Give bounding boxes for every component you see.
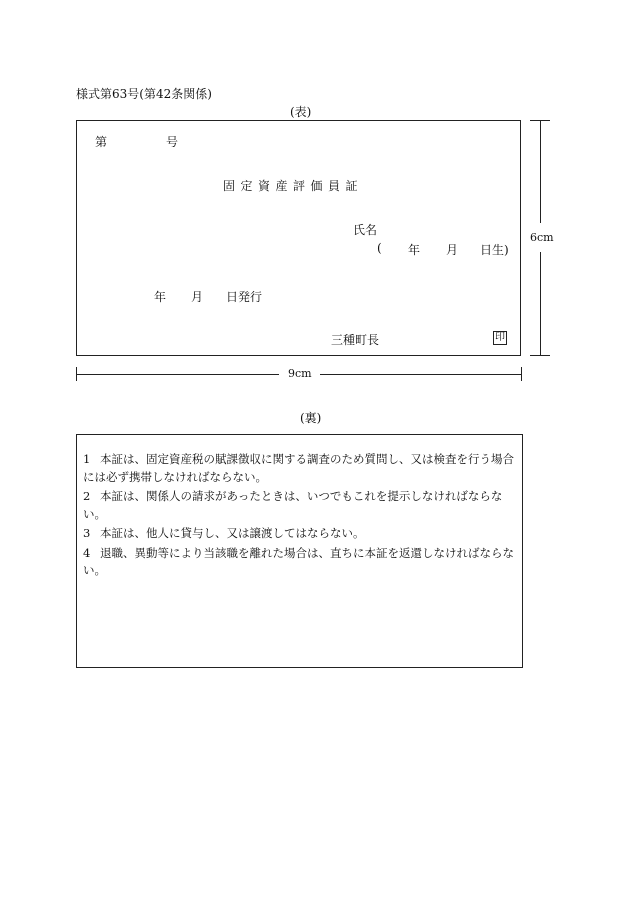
- seal-icon: 印: [495, 332, 505, 343]
- front-side-label: (表): [290, 105, 312, 119]
- card-number-suffix: 号: [166, 135, 179, 149]
- birth-day-label: 日生): [480, 243, 509, 257]
- item-number: 1: [83, 452, 91, 466]
- back-item: [83, 525, 516, 543]
- item-number: 3: [83, 526, 91, 540]
- width-dimension-line-left: [76, 374, 279, 375]
- width-dimension-label: 9cm: [288, 367, 312, 380]
- name-label: 氏名: [353, 223, 378, 237]
- card-number-prefix: 第: [95, 135, 108, 149]
- issue-year-label: 年: [154, 290, 167, 304]
- item-text: 退職、異動等により当該職を離れた場合は、直ちに本証を返還しなければならない。: [83, 545, 514, 577]
- item-text: 本証は、固定資産税の賦課徴収に関する調査のため質問し、又は検査を行う場合には必ず携帯しなければならない。: [83, 452, 514, 484]
- item-text: 本証は、関係人の請求があったときは、いつでもこれを提示しなければならない。: [83, 489, 503, 521]
- item-text: 本証は、他人に貸与し、又は譲渡してはならない。: [100, 526, 365, 540]
- birth-month-label: 月: [446, 243, 459, 257]
- back-side-label: (裏): [300, 411, 322, 425]
- item-number: 2: [83, 489, 91, 503]
- height-dimension-line-bottom: [540, 252, 541, 355]
- height-dimension-bottom-tick: [530, 355, 550, 356]
- birth-year-label: 年: [408, 243, 421, 257]
- width-dimension-right-tick: [521, 367, 522, 381]
- card-title: 固定資産評価員証: [223, 179, 364, 193]
- id-card-front: [76, 120, 521, 356]
- back-item: [83, 545, 516, 580]
- issuer-label: 三種町長: [331, 333, 380, 347]
- back-item: [83, 488, 516, 523]
- id-card-back: [76, 434, 523, 668]
- height-dimension-line-top: [540, 120, 541, 223]
- width-dimension-line-right: [320, 374, 521, 375]
- item-number: 4: [83, 545, 91, 560]
- form-title: 様式第63号(第42条関係): [76, 87, 212, 101]
- height-dimension-label: 6cm: [530, 231, 554, 244]
- issue-month-label: 月: [191, 290, 204, 304]
- issue-day-label: 日発行: [226, 290, 263, 304]
- birth-date-open: (: [377, 241, 382, 255]
- back-item: [83, 451, 516, 486]
